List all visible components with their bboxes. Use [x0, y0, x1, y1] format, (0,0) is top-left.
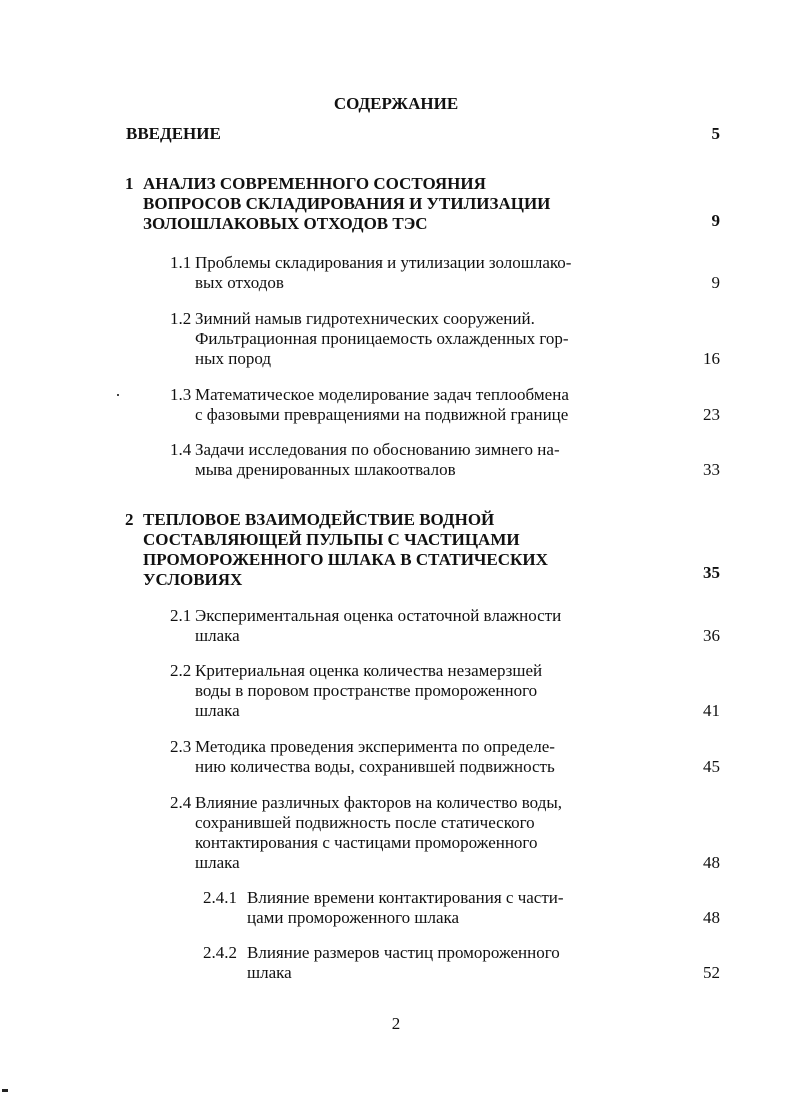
toc-entry-number: 2.3	[170, 737, 192, 756]
toc-page-number: 35	[703, 563, 720, 582]
toc-page-number: 33	[703, 460, 720, 479]
toc-entry-number: 1	[125, 174, 134, 193]
toc-page-number: 45	[703, 757, 720, 776]
toc-entry-number: 2.1	[170, 606, 192, 625]
toc-page-number: 23	[703, 405, 720, 424]
toc-entry-text: Зимний намыв гидротехнических сооружений. Фильтрационная проницаемость охлажденных гор- ных пород	[195, 309, 569, 368]
toc-entry-text: Экспериментальная оценка остаточной влажности шлака	[195, 606, 562, 645]
toc-entry-text: Математическое моделирование задач теплообмена с фазовыми превращениями на подвижной границе	[195, 385, 569, 424]
toc-page-number: 52	[703, 963, 720, 982]
toc-page-number: 5	[711, 124, 720, 143]
toc-entry-text: Влияние различных факторов на количество воды, сохранившей подвижность после статического контактирования с частицами промороженного шлака	[195, 793, 563, 872]
toc-entry-number: 1.3	[170, 385, 192, 404]
scan-speck	[2, 1089, 8, 1092]
toc-entry-number: 2.4	[170, 793, 192, 812]
toc-page-number: 41	[703, 701, 720, 720]
toc-entry-number: 1.1	[170, 253, 192, 272]
toc-page-number: 16	[703, 349, 720, 368]
toc-entry-number: 2.2	[170, 661, 192, 680]
toc-page-number: 9	[711, 273, 720, 292]
toc-page-number: 48	[703, 853, 720, 872]
scan-speck	[117, 394, 119, 396]
toc-entry-number: 2.4.1	[203, 888, 237, 907]
toc-entry-text: Влияние размеров частиц промороженного шлака	[247, 943, 560, 982]
toc-entry-text: ВВЕДЕНИЕ	[126, 124, 221, 143]
toc-entry-text: Проблемы складирования и утилизации золошлако- вых отходов	[195, 253, 572, 292]
toc-entry-number: 1.4	[170, 440, 192, 459]
toc-page-number: 48	[703, 908, 720, 927]
toc-entry-text: Влияние времени контактирования с части- цами промороженного шлака	[247, 888, 564, 927]
page-number: 2	[391, 1014, 401, 1033]
toc-entry-text: Методика проведения эксперимента по определе- нию количества воды, сохранившей подвижность	[195, 737, 555, 776]
toc-page-number: 9	[711, 211, 720, 230]
toc-entry-text: АНАЛИЗ СОВРЕМЕННОГО СОСТОЯНИЯ ВОПРОСОВ СКЛАДИРОВАНИЯ И УТИЛИЗАЦИИ ЗОЛОШЛАКОВЫХ ОТХОДОВ ТЭС	[143, 174, 551, 233]
page-title: СОДЕРЖАНИЕ	[333, 94, 459, 113]
toc-entry-number: 1.2	[170, 309, 192, 328]
toc-entry-text: Задачи исследования по обоснованию зимнего на- мыва дренированных шлакоотвалов	[195, 440, 560, 479]
toc-page-number: 36	[703, 626, 720, 645]
toc-entry-text: Критериальная оценка количества незамерзшей воды в поровом пространстве промороженного шлака	[195, 661, 543, 720]
toc-entry-number: 2.4.2	[203, 943, 237, 962]
toc-entry-text: ТЕПЛОВОЕ ВЗАИМОДЕЙСТВИЕ ВОДНОЙ СОСТАВЛЯЮЩЕЙ ПУЛЬПЫ С ЧАСТИЦАМИ ПРОМОРОЖЕННОГО ШЛАКА В СТАТИЧЕСКИХ УСЛОВИЯХ	[143, 510, 548, 589]
toc-entry-number: 2	[125, 510, 134, 529]
